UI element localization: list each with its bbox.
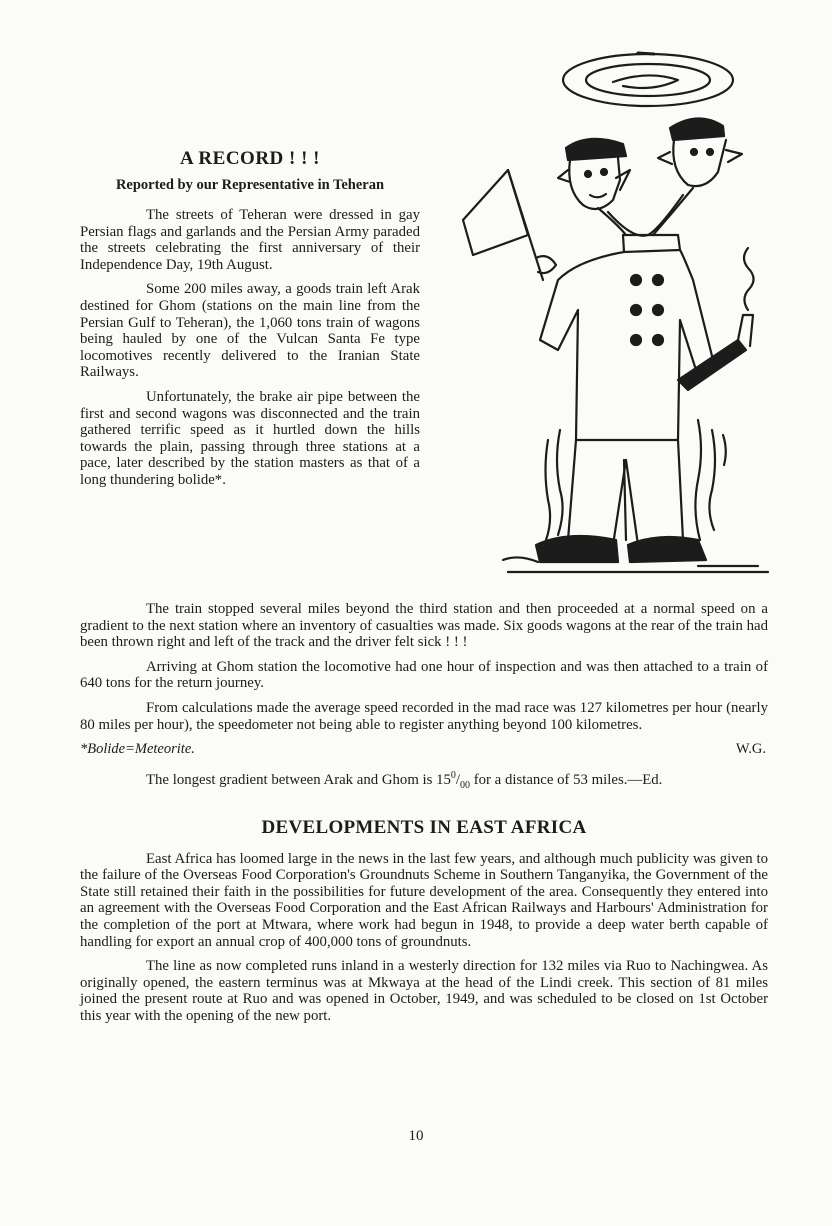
footnote-row (80, 741, 768, 758)
editor-note (80, 768, 768, 794)
article-record-column (80, 148, 420, 497)
editor-note-subscript: 00 (460, 780, 471, 792)
editor-note-text-end: for a distance of 53 miles.—Ed. (470, 772, 663, 789)
paragraph: From calculations made the average speed recorded in the mad race was 127 kilometres per hour (nearly 80 miles per hour), the speedometer not being able to register anything beyond 100 kilometres. (80, 699, 768, 733)
editor-note-superscript: 0 (450, 770, 456, 782)
signature: W.G. (735, 741, 766, 758)
article-title-east-africa: DEVELOPMENTS IN EAST AFRICA (261, 816, 587, 838)
cartoon-illustration (448, 40, 778, 590)
paragraph: The streets of Teheran were dressed in gay Persian flags and garlands and the Persian Army paraded the streets celebrating the first anniversary of their Independence Day, 19th August. (80, 207, 420, 273)
article-title-record: A RECORD ! ! ! (180, 148, 320, 169)
paragraph: The train stopped several miles beyond the third station and then proceeded at a normal speed on a gradient to the next station where an inventory of casualties was made. Six goods wagons at the rear of the train had been thrown right and left of the track and the driver felt sick ! ! ! (80, 601, 768, 651)
paragraph: Arriving at Ghom station the locomotive had one hour of inspection and was then attached to a train of 640 tons for the return journey. (80, 658, 768, 692)
article-body-full-width (80, 601, 768, 1033)
paragraph: The line as now completed runs inland in a westerly direction for 132 miles via Ruo to Nachingwea. As originally opened, the eastern terminus was at Mkwaya at the head of the Lindi creek. This section of 81 miles joined the present route at Ruo and was opened in October, 1949, and was scheduled to be closed on 1st October this year with the opening of the new port. (80, 958, 768, 1024)
paragraph: East Africa has loomed large in the news in the last few years, and although much publicity was given to the failure of the Overseas Food Corporation's Groundnuts Scheme in Southern Tanganyika, the Government of the State still retained their faith in the possibilities for future development of the area. Consequently they entered into an agreement with the Overseas Food Corporation and the East African Railways and Harbours' Administration for the completion of the port at Mtwara, where work had begun in 1948, to provide a deep water berth capable of handling for export an annual crop of 400,000 tons of groundnuts. (80, 850, 768, 950)
paragraph: Some 200 miles away, a goods train left Arak destined for Ghom (stations on the main line from the Persian Gulf to Teheran), the 1,060 tons train of wagons being hauled by one of the Vulcan Santa Fe type locomotives recently delivered to the Iranian State Railways. (80, 281, 420, 381)
article-byline: Reported by our Representative in Teheran (115, 177, 385, 193)
paragraph: Unfortunately, the brake air pipe between the first and second wagons was disconnected and the train gathered terrific speed as it hurtled down the hills towards the plain, passing through three stations at a pace, later described by the station masters as that of a long thundering bolide*. (80, 388, 420, 488)
page-number: 10 (408, 1128, 424, 1144)
editor-note-text: The longest gradient between Arak and Ghom is 15 (146, 772, 451, 789)
editor-note-slash: / (455, 772, 461, 789)
footnote: *Bolide=Meteorite. (80, 741, 195, 758)
